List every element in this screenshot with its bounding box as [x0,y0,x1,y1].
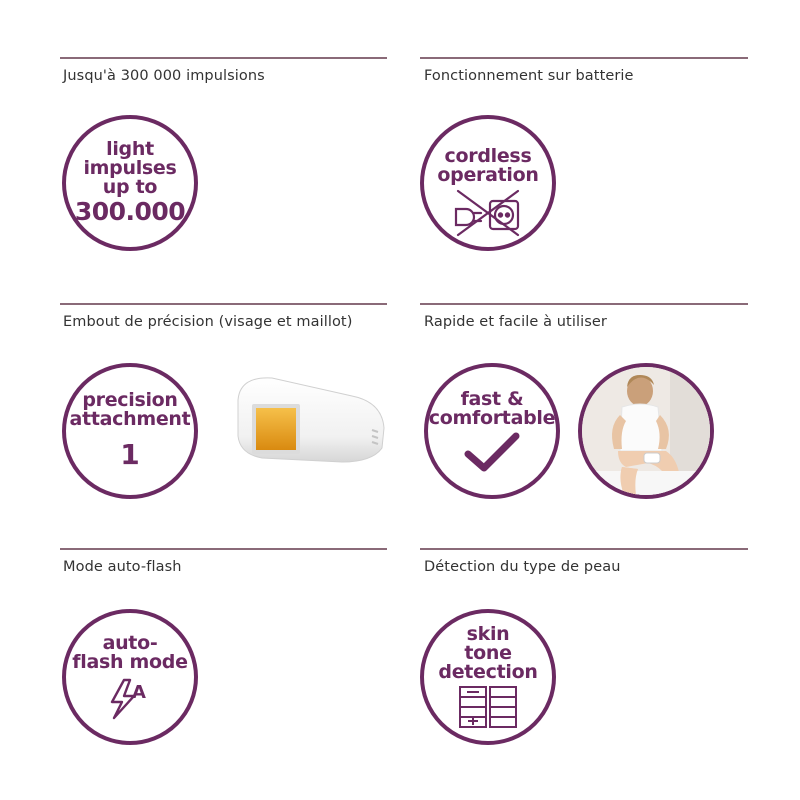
badge-precision-attachment [62,363,198,499]
badge-line: tone [464,642,512,664]
no-plug-socket-icon [448,187,528,237]
woman-using-device-photo [578,363,714,499]
badge-line: attachment [69,408,191,430]
divider-rule [420,303,748,305]
checkmark-icon [464,432,520,472]
badge-line: light [106,137,154,160]
badge-line: operation [437,164,539,186]
caption-fast-easy: Rapide et facile à utiliser [424,314,607,330]
badge-light-impulses [62,115,198,251]
badge-line: auto- [102,632,158,654]
caption-skin-detection: Détection du type de peau [424,559,621,575]
caption-battery: Fonctionnement sur batterie [424,68,634,84]
badge-line: flash mode [72,651,188,673]
precision-attachment-device [232,370,390,470]
caption-auto-flash: Mode auto-flash [63,559,182,575]
divider-rule [60,303,387,305]
badge-line: skin [466,623,510,645]
badge-fast-comfortable [424,363,560,499]
badge-line: fast & [460,388,524,410]
divider-rule [60,57,387,59]
badge-number: 1 [120,438,140,471]
badge-line: comfortable [428,407,556,429]
badge-number: 300.000 [74,196,186,226]
badge-line: cordless [444,145,532,167]
lightning-a-icon [104,676,156,720]
badge-auto-flash-mode [62,609,198,745]
divider-rule [60,548,387,550]
divider-rule [420,548,748,550]
skin-tone-scale-icon [456,685,520,729]
badge-line: detection [438,661,538,683]
svg-text:A: A [132,682,146,703]
divider-rule [420,57,748,59]
badge-line: up to [102,175,158,198]
caption-impulses: Jusqu'à 300 000 impulsions [63,68,265,84]
badge-skin-tone-detection [420,609,556,745]
badge-cordless-operation [420,115,556,251]
caption-precision: Embout de précision (visage et maillot) [63,314,353,330]
badge-line: precision [82,389,178,411]
badge-line: impulses [83,156,177,179]
